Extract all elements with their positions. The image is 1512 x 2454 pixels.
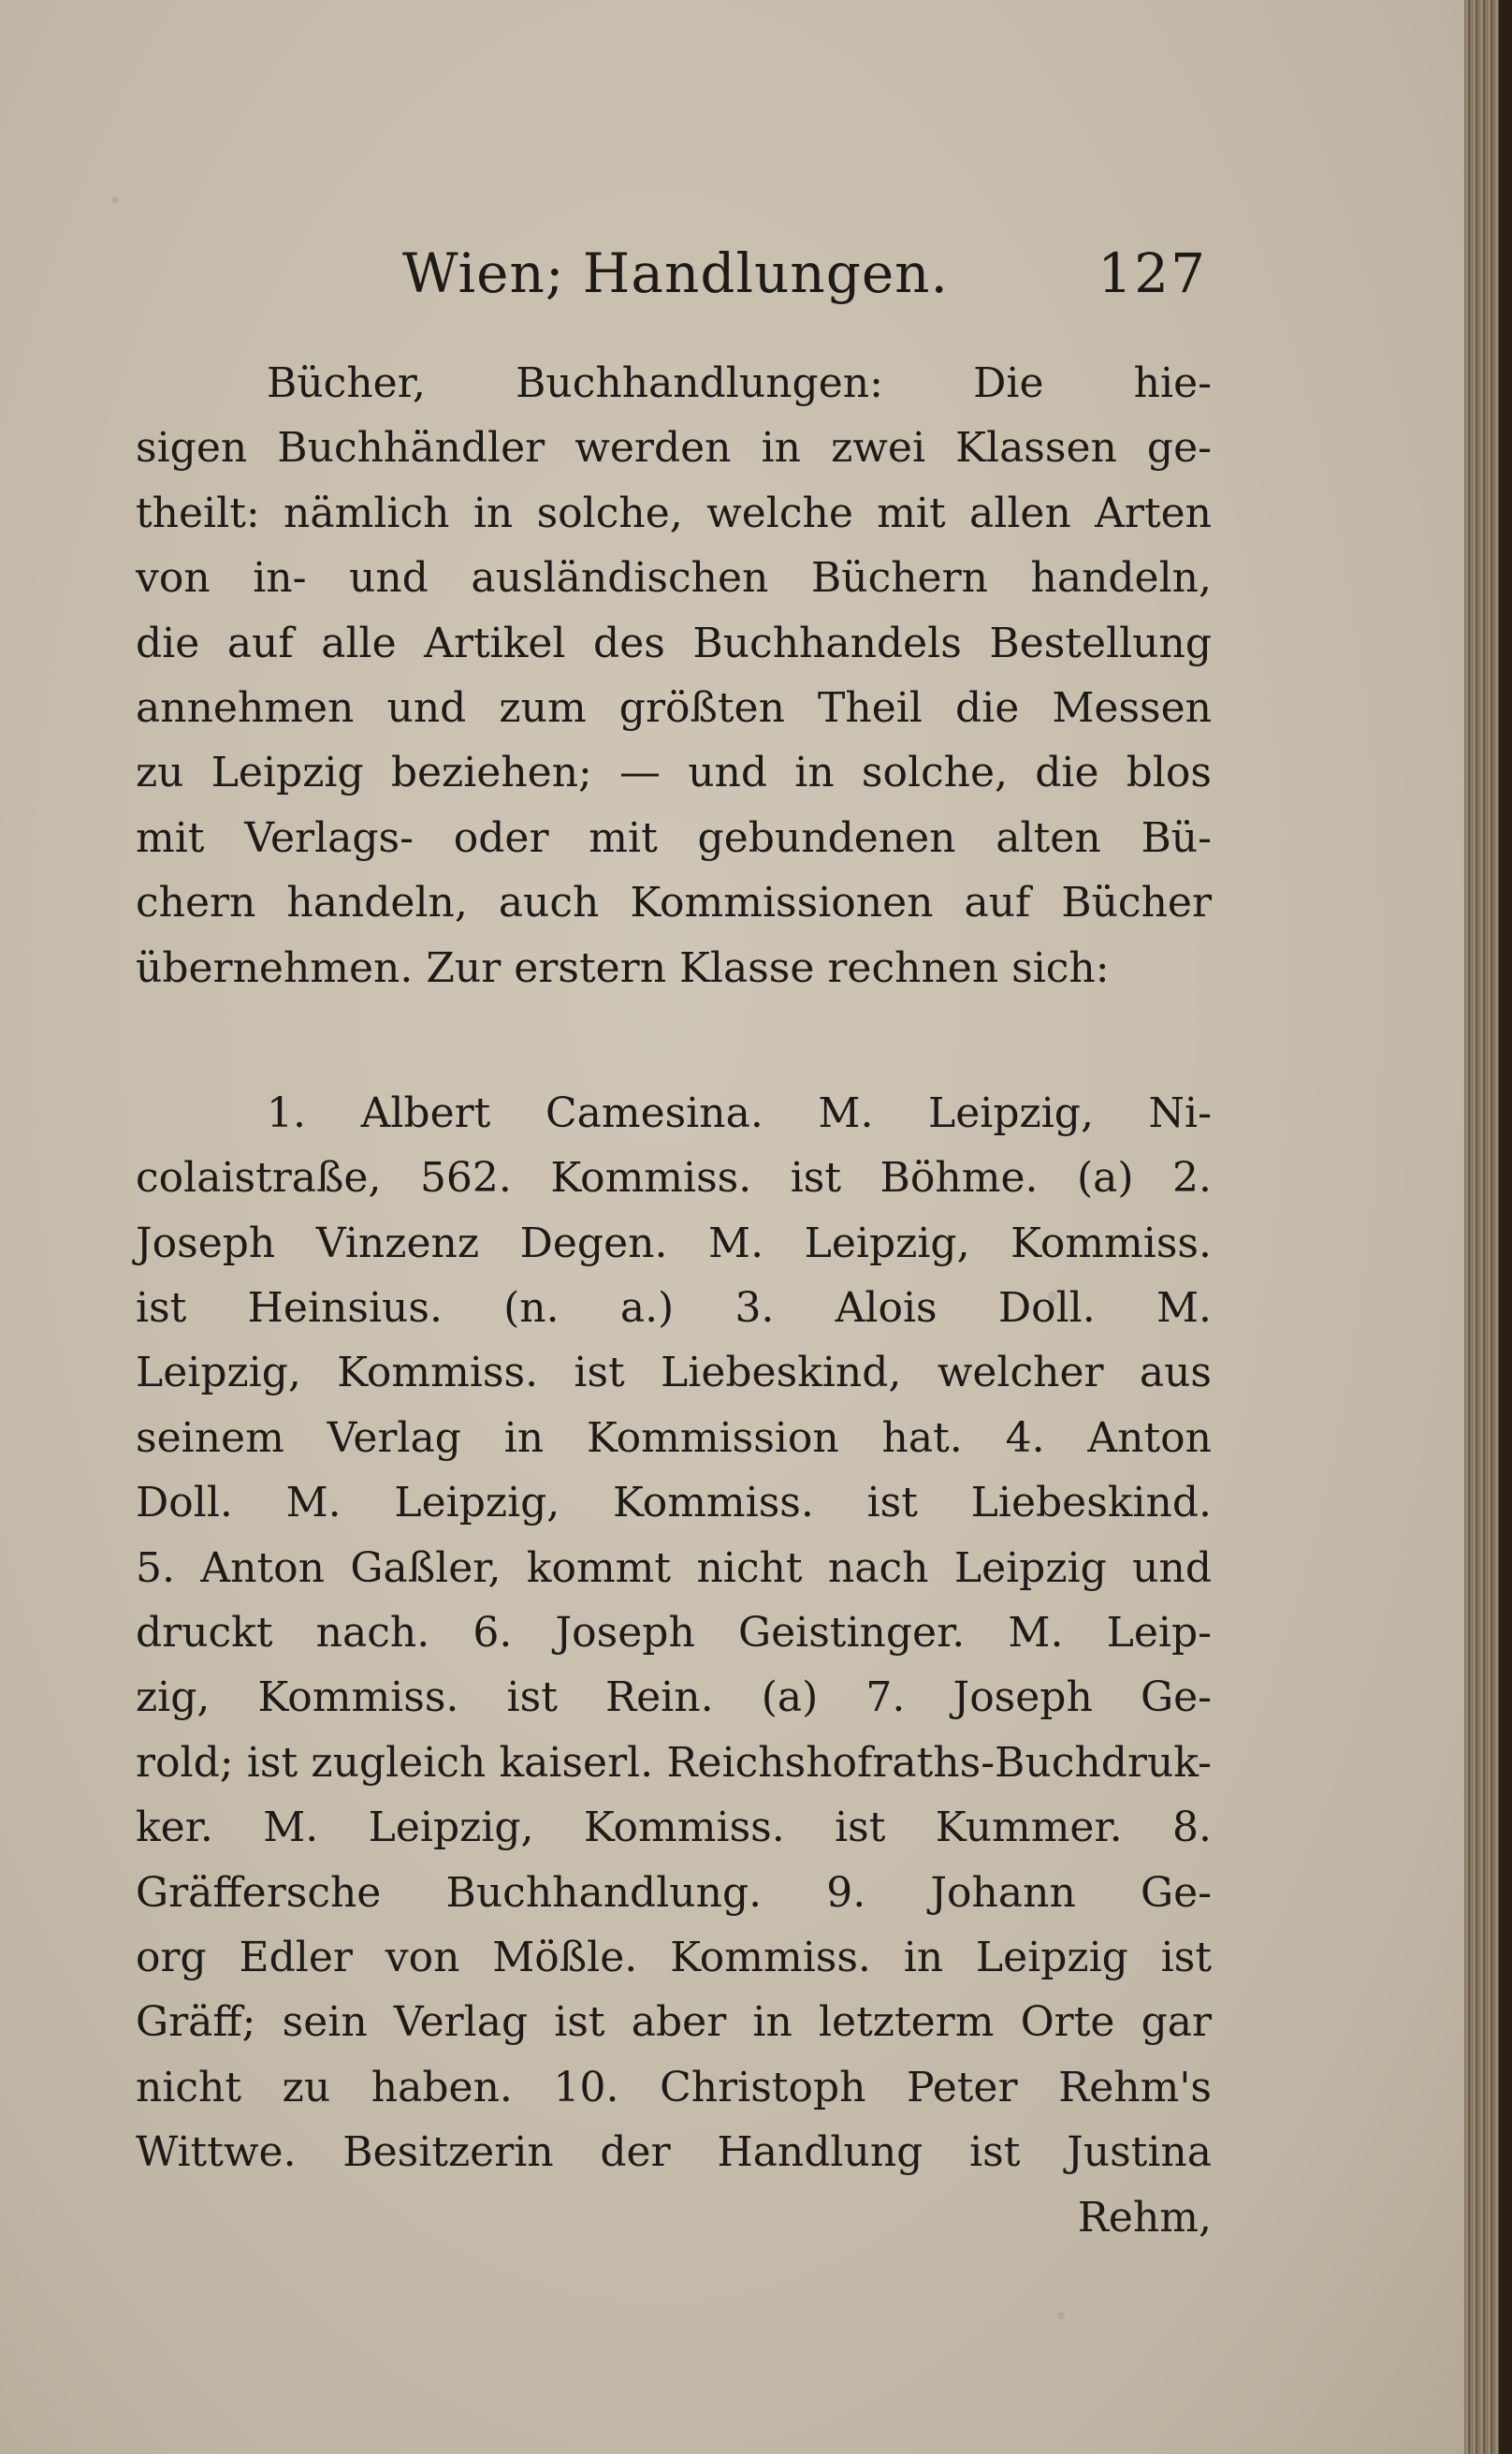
text-line: Gräff; sein Verlag ist aber in letzterm Orte gar: [136, 1998, 1212, 2047]
text-line: seinem Verlag in Kommission hat. 4. Anton: [136, 1413, 1212, 1462]
text-line: rold; ist zugleich kaiserl. Reichshofraths-Buchdruk-: [136, 1738, 1212, 1787]
text-line: 5. Anton Gaßler, kommt nicht nach Leipzig und: [136, 1543, 1212, 1592]
text-line: Joseph Vinzenz Degen. M. Leipzig, Kommiss.: [136, 1219, 1212, 1267]
catchword: Rehm,: [1077, 2193, 1212, 2242]
text-line: sigen Buchhändler werden in zwei Klassen ge-: [136, 424, 1212, 473]
text-line: zig, Kommiss. ist Rein. (a) 7. Joseph Ge-: [136, 1673, 1212, 1722]
paper-stain: [112, 197, 119, 203]
paragraph-intro: [136, 351, 1212, 1001]
page-edge: [1464, 0, 1512, 2454]
text-line: übernehmen. Zur erstern Klasse rechnen sich:: [136, 943, 1110, 992]
text-line: ker. M. Leipzig, Kommiss. ist Kummer. 8.: [136, 1804, 1212, 1852]
page-number: 127: [1098, 241, 1207, 305]
text-line: Gräffersche Buchhandlung. 9. Johann Ge-: [136, 1868, 1212, 1917]
paper-stain: [1057, 2312, 1065, 2319]
text-line: theilt: nämlich in solche, welche mit allen Arten: [136, 489, 1212, 537]
text-line: Doll. M. Leipzig, Kommiss. ist Liebeskind.: [136, 1479, 1212, 1527]
text-line: nicht zu haben. 10. Christoph Peter Rehm's: [136, 2063, 1212, 2111]
text-line: von in- und ausländischen Büchern handeln,: [136, 554, 1212, 603]
paragraph-bookseller-list: [136, 1081, 1212, 2185]
text-line: org Edler von Mößle. Kommiss. in Leipzig ist: [136, 1933, 1212, 1981]
text-line: zu Leipzig beziehen; — und in solche, die blos: [136, 749, 1212, 797]
text-line: Leipzig, Kommiss. ist Liebeskind, welcher aus: [136, 1349, 1212, 1397]
text-line: druckt nach. 6. Joseph Geistinger. M. Leip-: [136, 1609, 1212, 1658]
running-head: Wien; Handlungen.: [402, 241, 949, 305]
body-text: [136, 351, 1212, 2250]
text-line: colaistraße, 562. Kommiss. ist Böhme. (a) 2.: [136, 1154, 1212, 1203]
page-header: [402, 241, 1207, 316]
text-line: Wittwe. Besitzerin der Handlung ist Justina: [136, 2128, 1212, 2177]
text-line: 1. Albert Camesina. M. Leipzig, Ni-: [267, 1088, 1212, 1137]
text-line: mit Verlags- oder mit gebundenen alten Bü-: [136, 813, 1212, 862]
text-line: die auf alle Artikel des Buchhandels Bestellung: [136, 619, 1212, 667]
text-line: Bücher, Buchhandlungen: Die hie-: [267, 359, 1212, 407]
paragraph-gap: [136, 1001, 1212, 1081]
text-line: ist Heinsius. (n. a.) 3. Alois Doll. M.: [136, 1284, 1212, 1333]
text-line: annehmen und zum größten Theil die Messen: [136, 683, 1212, 732]
text-line: chern handeln, auch Kommissionen auf Bücher: [136, 879, 1212, 928]
